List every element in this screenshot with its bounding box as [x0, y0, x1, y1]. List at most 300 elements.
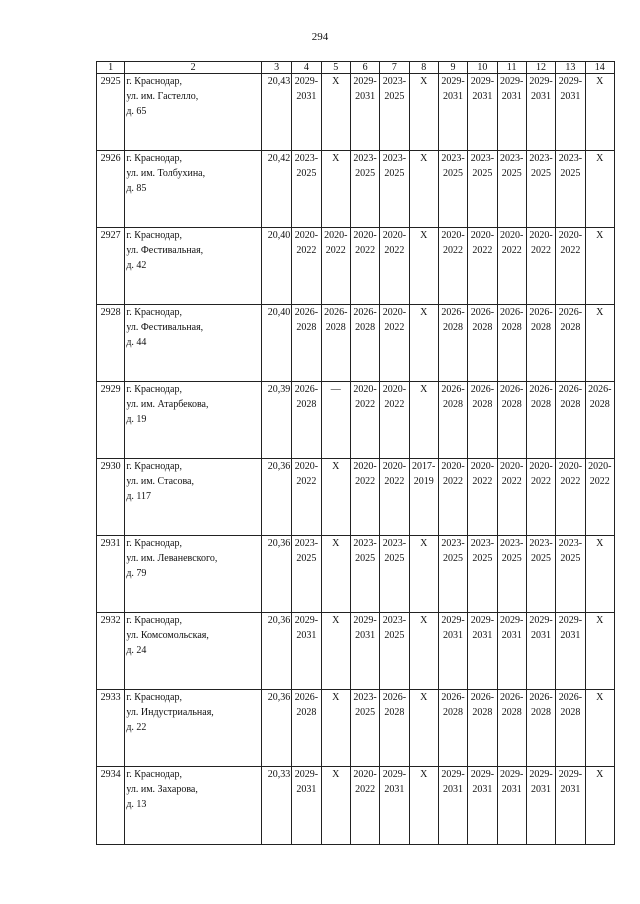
schedule-cell-col-10 [468, 536, 497, 613]
address-line: ул. им. Толбухина, [126, 168, 206, 179]
cell-line: 2028 [443, 399, 464, 410]
address-line: г. Краснодар, [126, 692, 182, 703]
schedule-cell-col-9 [438, 690, 467, 767]
cell-line: Х [420, 615, 428, 626]
schedule-cell-col-7 [380, 305, 409, 382]
address-cell [125, 305, 262, 382]
header-row [97, 62, 615, 74]
cell-line: 2028 [560, 322, 581, 333]
row-number: 2932 [97, 613, 125, 690]
area-cell: 20,36 [261, 459, 291, 536]
row-number: 2925 [97, 74, 125, 151]
cell-line: 2029- [441, 769, 465, 780]
column-header-10: 10 [468, 62, 497, 74]
cell-line: 2029- [470, 76, 495, 87]
cell-line: 2028 [531, 322, 552, 333]
cell-line: 2026- [470, 384, 495, 395]
cell-line: Х [420, 769, 428, 780]
schedule-cell-col-6 [350, 151, 379, 228]
schedule-cell-col-8 [409, 151, 438, 228]
row-number: 2931 [97, 536, 125, 613]
cell-line: Х [420, 307, 428, 318]
schedule-cell-col-9 [438, 613, 467, 690]
address-cell [125, 151, 262, 228]
schedule-cell-col-5 [321, 228, 350, 305]
cell-line: 2028 [501, 707, 522, 718]
schedule-cell-col-6 [350, 305, 379, 382]
cell-line: 2026- [353, 307, 377, 318]
schedule-cell-col-13 [556, 767, 585, 845]
cell-line: 2031 [531, 784, 552, 795]
cell-line: 2020- [529, 461, 553, 472]
cell-line: Х [332, 461, 340, 472]
cell-line: 2029- [353, 76, 377, 87]
schedule-cell-col-8 [409, 536, 438, 613]
cell-line: 2025 [384, 168, 405, 179]
column-header-11: 11 [497, 62, 526, 74]
schedule-cell-col-7 [380, 536, 409, 613]
schedule-cell-col-5 [321, 536, 350, 613]
column-header-6: 6 [350, 62, 379, 74]
table-row [97, 767, 615, 845]
row-number: 2930 [97, 459, 125, 536]
table-row [97, 613, 615, 690]
cell-line: 2028 [472, 322, 493, 333]
schedule-cell-col-4 [292, 536, 321, 613]
cell-line: 2031 [501, 91, 522, 102]
address-line: д. 79 [126, 568, 147, 579]
cell-line: Х [596, 153, 604, 164]
cell-line: 2020- [382, 230, 407, 241]
cell-line: 2023- [558, 538, 583, 549]
schedule-cell-col-8 [409, 767, 438, 845]
schedule-cell-col-14 [585, 536, 614, 613]
area-cell: 20,40 [261, 305, 291, 382]
column-header-8: 8 [409, 62, 438, 74]
cell-line: 2020- [470, 230, 495, 241]
schedule-cell-col-4 [292, 228, 321, 305]
column-header-1: 1 [97, 62, 125, 74]
schedule-cell-col-5 [321, 74, 350, 151]
cell-line: 2028 [355, 322, 376, 333]
address-line: г. Краснодар, [126, 461, 182, 472]
schedule-cell-col-8 [409, 305, 438, 382]
cell-line: 2031 [560, 91, 581, 102]
cell-line: 2022 [325, 245, 346, 256]
cell-line: 2026- [558, 307, 583, 318]
cell-line: Х [332, 76, 340, 87]
cell-line: 2031 [443, 784, 464, 795]
schedule-cell-col-12 [526, 690, 555, 767]
cell-line: 2025 [501, 168, 522, 179]
schedule-cell-col-4 [292, 151, 321, 228]
schedule-cell-col-9 [438, 74, 467, 151]
schedule-cell-col-12 [526, 151, 555, 228]
schedule-cell-col-10 [468, 228, 497, 305]
schedule-cell-col-13 [556, 690, 585, 767]
cell-line: 2026- [294, 307, 319, 318]
cell-line: 2020- [529, 230, 553, 241]
cell-line: 2020- [558, 461, 583, 472]
column-header-4: 4 [292, 62, 321, 74]
cell-line: 2020- [470, 461, 495, 472]
cell-line: Х [596, 307, 604, 318]
address-line: ул. им. Стасова, [126, 476, 194, 487]
cell-line: 2020- [382, 384, 407, 395]
schedule-cell-col-12 [526, 305, 555, 382]
table-body [97, 74, 615, 845]
schedule-cell-col-5 [321, 382, 350, 459]
cell-line: 2022 [355, 476, 376, 487]
cell-line: 2022 [531, 245, 552, 256]
schedule-cell-col-6 [350, 228, 379, 305]
row-number: 2933 [97, 690, 125, 767]
address-line: ул. им. Леваневского, [126, 553, 218, 564]
schedule-cell-col-4 [292, 459, 321, 536]
address-line: д. 65 [126, 106, 147, 117]
cell-line: Х [596, 692, 604, 703]
cell-line: 2022 [560, 245, 581, 256]
schedule-cell-col-6 [350, 767, 379, 845]
cell-line: 2025 [531, 553, 552, 564]
table-row [97, 536, 615, 613]
schedule-cell-col-10 [468, 305, 497, 382]
cell-line: 2025 [355, 707, 376, 718]
cell-line: 2025 [560, 168, 581, 179]
cell-line: 2020- [441, 461, 465, 472]
cell-line: 2026- [558, 384, 583, 395]
cell-line: 2031 [472, 784, 493, 795]
cell-line: 2022 [355, 245, 376, 256]
row-number: 2928 [97, 305, 125, 382]
cell-line: 2031 [501, 630, 522, 641]
column-header-9: 9 [438, 62, 467, 74]
cell-line: 2028 [501, 322, 522, 333]
cell-line: 2028 [325, 322, 346, 333]
address-line: г. Краснодар, [126, 615, 182, 626]
schedule-cell-col-8 [409, 228, 438, 305]
cell-line: 2028 [531, 707, 552, 718]
schedule-cell-col-13 [556, 151, 585, 228]
schedule-cell-col-11 [497, 74, 526, 151]
schedule-cell-col-8 [409, 459, 438, 536]
cell-line: 2023- [529, 153, 553, 164]
schedule-cell-col-7 [380, 382, 409, 459]
cell-line: 2029- [441, 76, 465, 87]
cell-line: 2022 [384, 245, 405, 256]
cell-line: 2022 [296, 245, 317, 256]
cell-line: Х [420, 230, 428, 241]
area-cell: 20,36 [261, 536, 291, 613]
cell-line: 2029- [470, 615, 495, 626]
schedule-cell-col-11 [497, 613, 526, 690]
cell-line: 2020- [353, 384, 377, 395]
cell-line: Х [596, 230, 604, 241]
cell-line: 2025 [384, 630, 405, 641]
cell-line: Х [420, 384, 428, 395]
cell-line: 2028 [560, 399, 581, 410]
cell-line: 2022 [472, 245, 493, 256]
schedule-cell-col-11 [497, 382, 526, 459]
cell-line: 2022 [443, 476, 464, 487]
cell-line: 2020- [353, 461, 377, 472]
cell-line: 2025 [384, 91, 405, 102]
schedule-table [96, 61, 615, 845]
cell-line: 2031 [443, 630, 464, 641]
cell-line: 2017- [412, 461, 436, 472]
page-number: 294 [311, 31, 329, 43]
schedule-cell-col-9 [438, 151, 467, 228]
cell-line: 2028 [560, 707, 581, 718]
cell-line: 2022 [501, 476, 522, 487]
cell-line: 2026- [529, 384, 553, 395]
address-line: г. Краснодар, [126, 76, 182, 87]
schedule-cell-col-5 [321, 690, 350, 767]
cell-line: 2031 [296, 91, 317, 102]
cell-line: 2026- [294, 692, 319, 703]
cell-line: 2031 [560, 784, 581, 795]
column-header-7: 7 [380, 62, 409, 74]
address-line: ул. им. Атарбекова, [126, 399, 209, 410]
cell-line: 2029- [294, 769, 319, 780]
cell-line: 2029- [529, 769, 553, 780]
schedule-cell-col-7 [380, 151, 409, 228]
address-line: ул. Фестивальная, [126, 322, 204, 333]
schedule-cell-col-11 [497, 767, 526, 845]
cell-line: 2022 [531, 476, 552, 487]
schedule-cell-col-4 [292, 382, 321, 459]
cell-line: 2029- [294, 76, 319, 87]
schedule-cell-col-6 [350, 74, 379, 151]
cell-line: 2025 [501, 553, 522, 564]
schedule-cell-col-13 [556, 305, 585, 382]
schedule-cell-col-5 [321, 305, 350, 382]
cell-line: 2020- [382, 307, 407, 318]
schedule-cell-col-14 [585, 690, 614, 767]
address-cell [125, 767, 262, 845]
schedule-cell-col-11 [497, 459, 526, 536]
cell-line: 2023- [470, 538, 495, 549]
address-line: д. 19 [126, 414, 147, 425]
schedule-cell-col-14 [585, 459, 614, 536]
cell-line: 2026- [294, 384, 319, 395]
cell-line: 2028 [296, 707, 317, 718]
schedule-cell-col-4 [292, 74, 321, 151]
schedule-cell-col-6 [350, 690, 379, 767]
cell-line: 2025 [531, 168, 552, 179]
cell-line: 2029- [558, 615, 583, 626]
schedule-cell-col-11 [497, 228, 526, 305]
table-row [97, 459, 615, 536]
cell-line: 2029- [558, 76, 583, 87]
address-cell [125, 382, 262, 459]
cell-line: 2023- [382, 538, 407, 549]
cell-line: 2022 [384, 399, 405, 410]
cell-line: 2028 [296, 322, 317, 333]
cell-line: 2029- [500, 76, 524, 87]
cell-line: 2022 [384, 322, 405, 333]
column-header-14: 14 [585, 62, 614, 74]
address-line: г. Краснодар, [126, 769, 182, 780]
cell-line: 2023- [382, 615, 407, 626]
table-row [97, 151, 615, 228]
cell-line: 2028 [443, 322, 464, 333]
schedule-cell-col-12 [526, 613, 555, 690]
cell-line: 2022 [472, 476, 493, 487]
column-header-2: 2 [125, 62, 262, 74]
cell-line: 2026- [500, 384, 524, 395]
cell-line: 2023- [470, 153, 495, 164]
cell-line: 2023- [441, 538, 465, 549]
cell-line: 2031 [531, 630, 552, 641]
cell-line: 2026- [500, 307, 524, 318]
cell-line: 2031 [472, 91, 493, 102]
schedule-cell-col-5 [321, 459, 350, 536]
cell-line: 2031 [560, 630, 581, 641]
cell-line: 2020- [353, 769, 377, 780]
cell-line: 2020- [500, 461, 524, 472]
schedule-cell-col-9 [438, 767, 467, 845]
cell-line: Х [332, 615, 340, 626]
schedule-cell-col-8 [409, 74, 438, 151]
schedule-cell-col-11 [497, 536, 526, 613]
cell-line: 2031 [472, 630, 493, 641]
schedule-cell-col-7 [380, 459, 409, 536]
address-line: д. 24 [126, 645, 147, 656]
table-row [97, 382, 615, 459]
address-line: г. Краснодар, [126, 153, 182, 164]
cell-line: 2029- [294, 615, 319, 626]
cell-line: 2022 [355, 399, 376, 410]
schedule-cell-col-12 [526, 228, 555, 305]
schedule-cell-col-7 [380, 767, 409, 845]
schedule-cell-col-6 [350, 536, 379, 613]
address-line: ул. Фестивальная, [126, 245, 204, 256]
schedule-cell-col-10 [468, 459, 497, 536]
cell-line: 2029- [382, 769, 407, 780]
schedule-cell-col-13 [556, 459, 585, 536]
cell-line: 2029- [441, 615, 465, 626]
address-cell [125, 690, 262, 767]
column-header-3: 3 [261, 62, 291, 74]
cell-line: 2020- [441, 230, 465, 241]
cell-line: 2022 [355, 784, 376, 795]
cell-line: Х [420, 692, 428, 703]
schedule-cell-col-11 [497, 151, 526, 228]
schedule-cell-col-12 [526, 767, 555, 845]
schedule-cell-col-6 [350, 382, 379, 459]
address-line: д. 85 [126, 183, 147, 194]
row-number: 2926 [97, 151, 125, 228]
table-row [97, 228, 615, 305]
cell-line: 2028 [443, 707, 464, 718]
cell-line: 2029- [529, 76, 553, 87]
cell-line: 2020- [588, 461, 612, 472]
cell-line: 2023- [294, 153, 319, 164]
cell-line: 2023- [353, 692, 377, 703]
cell-line: 2025 [384, 553, 405, 564]
cell-line: 2023- [441, 153, 465, 164]
address-line: д. 13 [126, 799, 147, 810]
address-cell [125, 74, 262, 151]
cell-line: 2020- [353, 230, 377, 241]
cell-line: 2020- [294, 230, 319, 241]
schedule-cell-col-5 [321, 613, 350, 690]
cell-line: 2026- [500, 692, 524, 703]
cell-line: 2026- [441, 307, 465, 318]
column-header-12: 12 [526, 62, 555, 74]
cell-line: 2022 [384, 476, 405, 487]
schedule-cell-col-10 [468, 382, 497, 459]
schedule-cell-col-11 [497, 690, 526, 767]
row-number: 2934 [97, 767, 125, 845]
schedule-cell-col-11 [497, 305, 526, 382]
area-cell: 20,40 [261, 228, 291, 305]
cell-line: 2025 [472, 553, 493, 564]
address-cell [125, 613, 262, 690]
cell-line: 2029- [500, 769, 524, 780]
cell-line: 2025 [560, 553, 581, 564]
address-line: д. 44 [126, 337, 147, 348]
cell-line: 2025 [296, 168, 317, 179]
cell-line: 2023- [353, 153, 377, 164]
table-row [97, 690, 615, 767]
cell-line: 2023- [529, 538, 553, 549]
address-cell [125, 459, 262, 536]
cell-line: 2023- [558, 153, 583, 164]
cell-line: 2028 [531, 399, 552, 410]
cell-line: 2025 [472, 168, 493, 179]
cell-line: Х [332, 538, 340, 549]
schedule-cell-col-7 [380, 690, 409, 767]
schedule-cell-col-7 [380, 228, 409, 305]
schedule-cell-col-12 [526, 459, 555, 536]
cell-line: 2023- [382, 153, 407, 164]
cell-line: — [330, 384, 341, 395]
area-cell: 20,42 [261, 151, 291, 228]
schedule-cell-col-14 [585, 74, 614, 151]
cell-line: 2029- [500, 615, 524, 626]
address-line: д. 117 [126, 491, 152, 502]
schedule-cell-col-7 [380, 74, 409, 151]
schedule-cell-col-7 [380, 613, 409, 690]
cell-line: 2026- [529, 307, 553, 318]
cell-line: 2028 [501, 399, 522, 410]
cell-line: 2026- [441, 692, 465, 703]
schedule-cell-col-14 [585, 613, 614, 690]
cell-line: 2023- [353, 538, 377, 549]
column-header-5: 5 [321, 62, 350, 74]
cell-line: 2028 [472, 707, 493, 718]
cell-line: Х [420, 153, 428, 164]
cell-line: 2020- [294, 461, 319, 472]
address-line: г. Краснодар, [126, 538, 182, 549]
address-line: ул. Комсомольская, [126, 630, 209, 641]
area-cell: 20,33 [261, 767, 291, 845]
schedule-cell-col-12 [526, 382, 555, 459]
cell-line: Х [596, 769, 604, 780]
cell-line: 2025 [296, 553, 317, 564]
cell-line: Х [596, 538, 604, 549]
cell-line: Х [596, 615, 604, 626]
cell-line: 2031 [296, 630, 317, 641]
cell-line: 2026- [470, 692, 495, 703]
cell-line: Х [420, 76, 428, 87]
cell-line: 2029- [558, 769, 583, 780]
schedule-cell-col-14 [585, 228, 614, 305]
cell-line: 2022 [501, 245, 522, 256]
schedule-cell-col-12 [526, 74, 555, 151]
